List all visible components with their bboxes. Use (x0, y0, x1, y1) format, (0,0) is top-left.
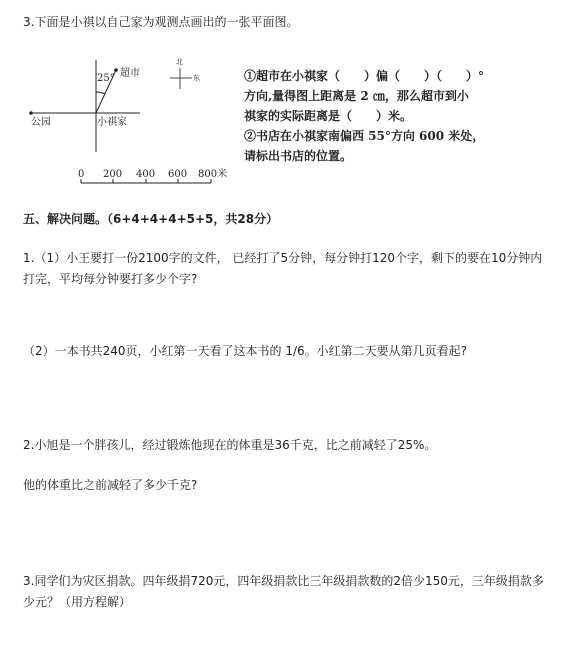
problem-1-part-2: （2）一本书共240页，小红第一天看了这本书的 1/6。小红第二天要从第几页看起? (23, 344, 468, 358)
scale-tick-label: 0 (78, 169, 85, 180)
supermarket-dot (114, 68, 118, 72)
map-question-2-line-2: 请标出书店的位置。 (244, 149, 353, 163)
compass-east-label: 东 (193, 74, 200, 82)
park-label: 公园 (31, 117, 51, 128)
problem-2-line-2: 他的体重比之前减轻了多少千克? (23, 478, 198, 492)
angle-label: 25° (97, 73, 115, 84)
problem-1-part-1: 1.（1）小王要打一份2100字的文件， 已经打了5分钟，每分钟打120个字，剩下的要在10分钟内打完，平均每分钟要打多少个字? (23, 251, 543, 286)
question-3-title: 3.下面是小祺以自己家为观测点画出的一张平面图。 (23, 15, 299, 29)
map-question-1-line-2: 方向,量得图上距离是 2 ㎝，那么超市到小 (244, 89, 469, 103)
scale-tick-label: 400 (136, 169, 156, 180)
scale-tick-label: 200 (103, 169, 123, 180)
map-question-2-line-1: ②书店在小祺家南偏西 55°方向 600 米处， (244, 129, 485, 143)
scale-tick-label: 600 (168, 169, 188, 180)
map-question-1-line-1: ①超市在小祺家（ ）偏（ ）（ ）° (244, 69, 485, 83)
map-question-1-line-3: 祺家的实际距离是（ ）米。 (244, 109, 413, 123)
section-5-title: 五、解决问题。（6+4+4+4+5+5，共28分） (23, 212, 279, 226)
compass-north-label: 北 (176, 58, 183, 66)
problem-2-line-1: 2.小旭是一个胖孩儿，经过锻炼他现在的体重是36千克，比之前减轻了25%。 (23, 438, 437, 452)
angle-arc (96, 92, 105, 94)
home-label: 小祺家 (97, 117, 127, 128)
problem-3: 3.同学们为灾区捐款。四年级捐720元，四年级捐款比三年级捐款数的2倍少150元，三年级捐款多少元？（用方程解） (23, 574, 544, 609)
supermarket-label: 超市 (120, 68, 140, 79)
park-dot (29, 111, 33, 115)
scale-tick-label: 800米 (198, 169, 228, 180)
